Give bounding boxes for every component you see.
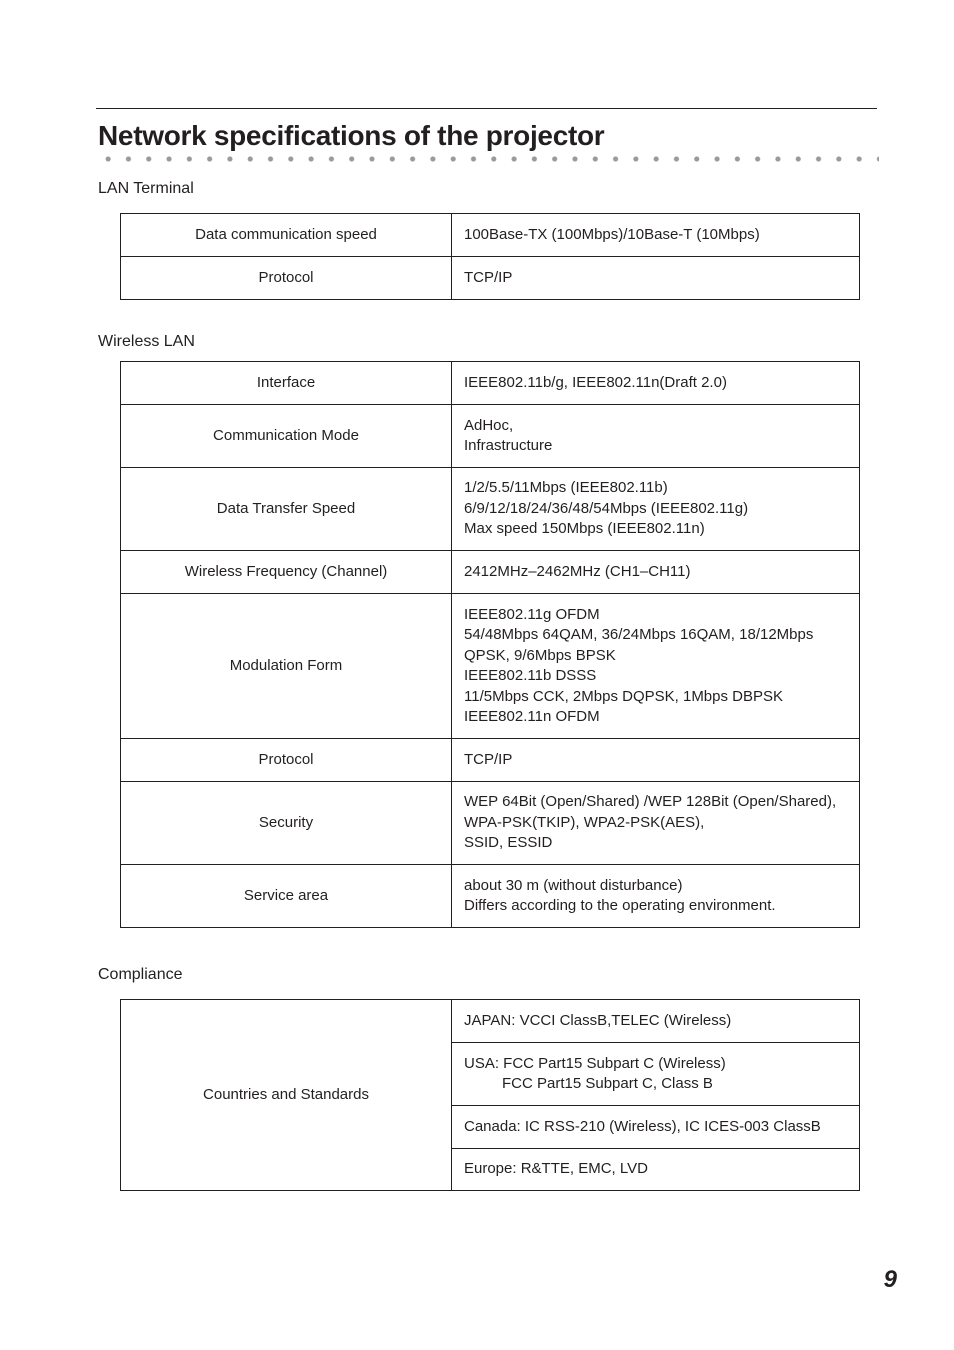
spec-value — [452, 594, 860, 739]
spec-label: Countries and Standards — [121, 1000, 452, 1191]
dotted-divider — [98, 155, 879, 163]
spec-value-line: SSID, ESSID — [464, 834, 553, 852]
lan-spec-table — [120, 213, 860, 300]
table-row — [121, 551, 860, 594]
page-number: 9 — [883, 1266, 897, 1293]
spec-value — [452, 782, 860, 865]
table-row — [121, 782, 860, 865]
spec-value-line: WPA-PSK(TKIP), WPA2-PSK(AES), — [464, 813, 705, 831]
compliance-section-heading: Compliance — [98, 966, 183, 983]
spec-value-line: TCP/IP — [464, 750, 513, 768]
table-row — [121, 405, 860, 468]
lan-section-heading: LAN Terminal — [98, 180, 194, 197]
spec-value — [452, 865, 860, 928]
spec-value-line: QPSK, 9/6Mbps BPSK — [464, 646, 616, 664]
spec-value-line: 54/48Mbps 64QAM, 36/24Mbps 16QAM, 18/12Mbps — [464, 626, 814, 643]
spec-value-line: 6/9/12/18/24/36/48/54Mbps (IEEE802.11g) — [464, 499, 749, 517]
spec-label: Protocol — [121, 739, 452, 782]
spec-value-line: USA: FCC Part15 Subpart C (Wireless) — [464, 1054, 726, 1072]
spec-value-line: WEP 64Bit (Open/Shared) /WEP 128Bit (Open/Shared), — [464, 793, 837, 811]
spec-value — [452, 468, 860, 551]
table-row — [121, 865, 860, 928]
spec-value-line: IEEE802.11g OFDM — [464, 605, 600, 623]
spec-value-line: AdHoc, — [464, 416, 514, 434]
compliance-entry — [452, 1106, 860, 1149]
spec-label: Interface — [121, 362, 452, 405]
spec-label: Data communication speed — [121, 214, 452, 257]
spec-value — [452, 257, 860, 300]
spec-value — [452, 214, 860, 257]
spec-value-line: IEEE802.11b DSSS — [464, 667, 597, 684]
spec-value-line: Europe: R&TTE, EMC, LVD — [464, 1160, 648, 1178]
spec-value-line: Infrastructure — [464, 437, 553, 454]
spec-value — [452, 739, 860, 782]
spec-value-line: 1/2/5.5/11Mbps (IEEE802.11b) — [464, 479, 668, 497]
spec-value-line: Canada: IC RSS-210 (Wireless), IC ICES-003 ClassB — [464, 1117, 821, 1135]
spec-value-line: Max speed 150Mbps (IEEE802.11n) — [464, 520, 705, 538]
top-rule — [96, 108, 877, 109]
spec-label: Modulation Form — [121, 594, 452, 739]
table-row — [121, 1000, 860, 1043]
spec-value-line: TCP/IP — [464, 268, 513, 286]
compliance-table — [120, 999, 860, 1191]
table-row — [121, 214, 860, 257]
table-row — [121, 257, 860, 300]
wireless-section-heading: Wireless LAN — [98, 333, 195, 350]
wireless-spec-table — [120, 361, 860, 928]
table-row — [121, 739, 860, 782]
spec-value-line: Differs according to the operating environment. — [464, 897, 776, 914]
spec-value-line: IEEE802.11n OFDM — [464, 708, 600, 725]
page-title: Network specifications of the projector — [98, 120, 605, 151]
spec-value — [452, 405, 860, 468]
spec-value-line: 2412MHz–2462MHz (CH1–CH11) — [464, 562, 691, 580]
spec-label: Protocol — [121, 257, 452, 300]
spec-label: Wireless Frequency (Channel) — [121, 551, 452, 594]
spec-label: Security — [121, 782, 452, 865]
spec-value-line: JAPAN: VCCI ClassB,TELEC (Wireless) — [464, 1011, 732, 1029]
spec-value-line: 100Base-TX (100Mbps)/10Base-T (10Mbps) — [464, 225, 760, 243]
spec-value-line: IEEE802.11b/g, IEEE802.11n(Draft 2.0) — [464, 373, 727, 391]
spec-value — [452, 551, 860, 594]
table-row — [121, 362, 860, 405]
spec-value — [452, 362, 860, 405]
spec-label: Service area — [121, 865, 452, 928]
table-row — [121, 594, 860, 739]
spec-value-line: FCC Part15 Subpart C, Class B — [502, 1075, 713, 1092]
compliance-entry — [452, 1000, 860, 1043]
spec-label: Data Transfer Speed — [121, 468, 452, 551]
spec-value-line: 11/5Mbps CCK, 2Mbps DQPSK, 1Mbps DBPSK — [464, 687, 784, 705]
spec-label: Communication Mode — [121, 405, 452, 468]
compliance-entry — [452, 1043, 860, 1106]
compliance-entry — [452, 1149, 860, 1191]
spec-value-line: about 30 m (without disturbance) — [464, 876, 683, 894]
table-row — [121, 468, 860, 551]
